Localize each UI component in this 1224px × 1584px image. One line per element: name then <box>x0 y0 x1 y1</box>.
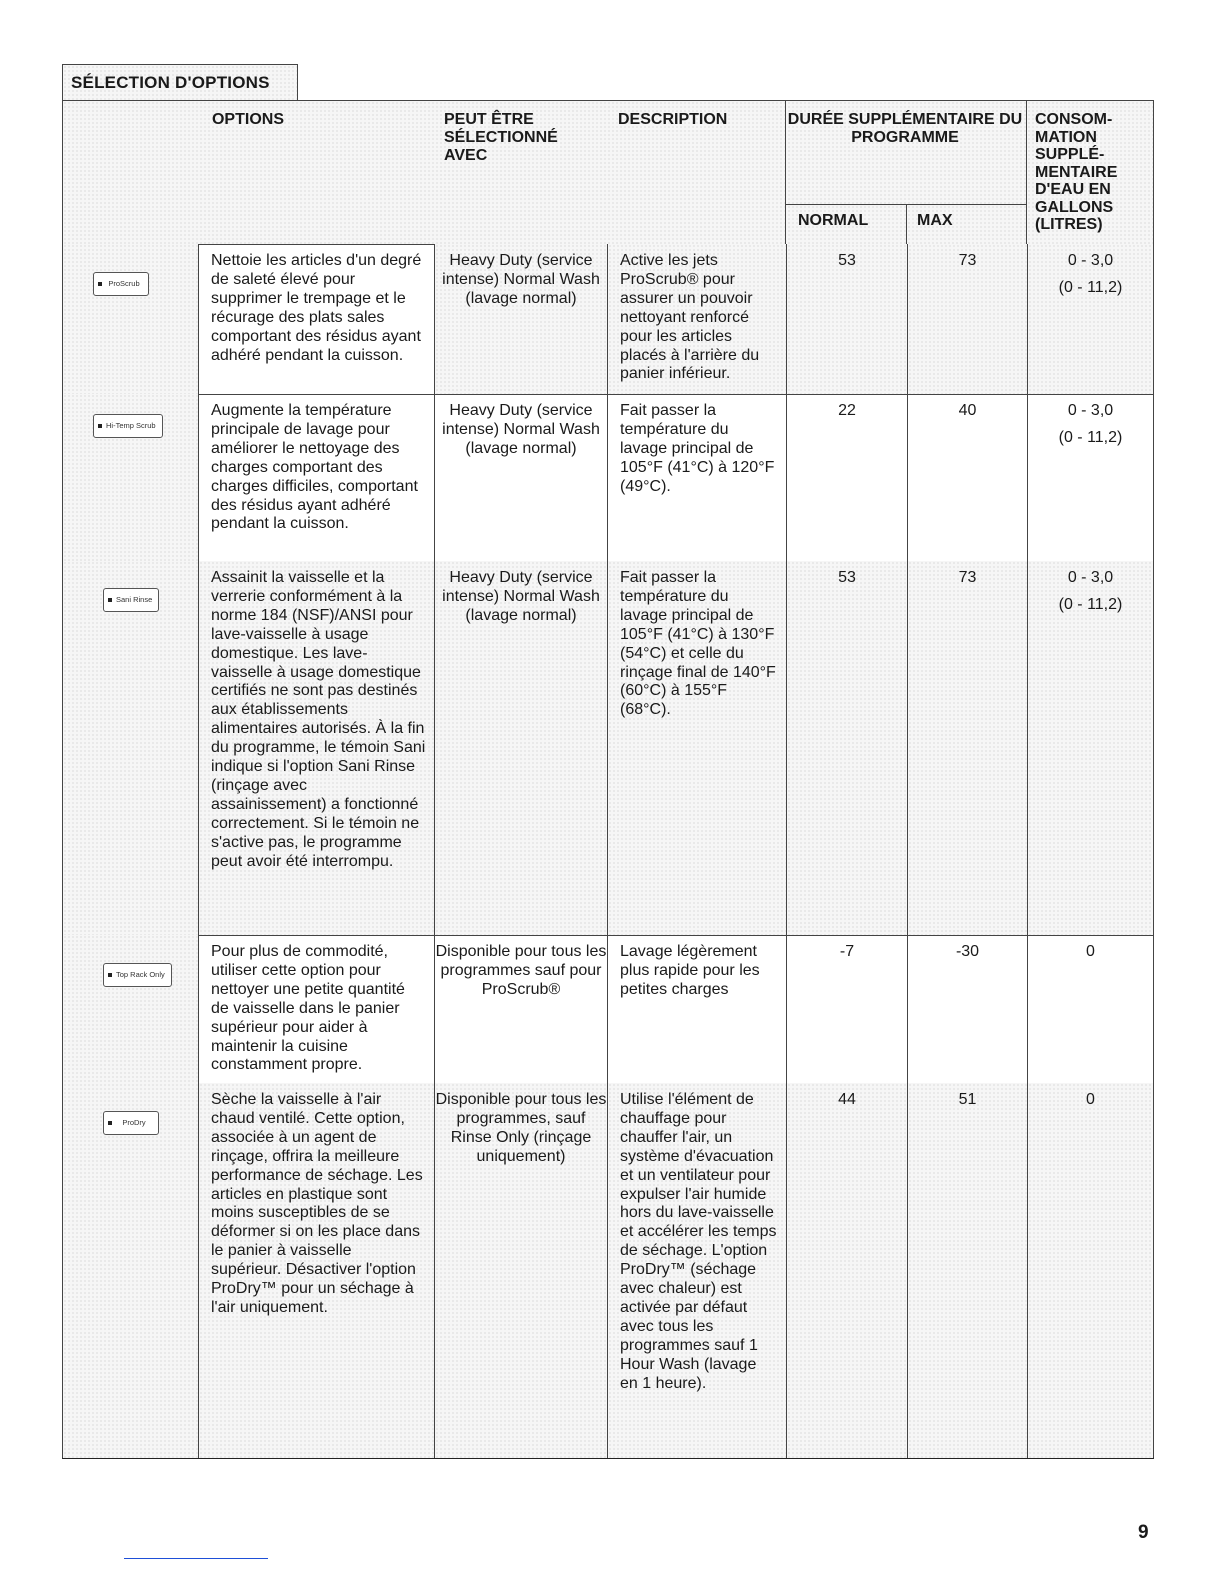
option-normal: -7 <box>786 935 907 1083</box>
cons-gallons: 0 <box>1086 943 1095 960</box>
header-duree: DURÉE SUPPLÉMENTAIRE DU PROGRAMME <box>787 111 1023 146</box>
header-description: DESCRIPTION <box>618 111 728 128</box>
option-avec: Disponible pour tous les programmes, sauf Rinse Only (rinçage uniquement) <box>434 1083 607 1458</box>
cons-litres: (0 - 11,2) <box>1058 278 1123 296</box>
sani-rinse-icon: Sani Rinse <box>103 588 159 612</box>
option-normal: 44 <box>786 1083 907 1458</box>
option-icon-cell <box>63 244 198 394</box>
option-normal: 22 <box>786 394 907 561</box>
page-number: 9 <box>1138 1522 1149 1543</box>
option-consommation <box>1027 935 1153 1083</box>
option-text: Pour plus de commodité, utiliser cette option pour nettoyer une petite quantité de vaisselle dans le panier supérieur pour aider à maintenir la cuisine constamment propre. <box>198 935 434 1083</box>
header-options: OPTIONS <box>211 111 284 128</box>
table-row <box>63 561 1153 936</box>
option-icon-cell <box>63 561 198 935</box>
option-normal: 53 <box>786 561 907 935</box>
option-consommation <box>1027 244 1153 394</box>
cons-gallons: 0 <box>1086 1091 1095 1108</box>
hi-temp-scrub-icon: Hi-Temp Scrub <box>93 414 163 438</box>
option-avec: Heavy Duty (service intense) Normal Wash (lavage normal) <box>434 561 607 935</box>
table-row <box>63 935 1153 1084</box>
option-description: Fait passer la température du lavage principal de 105°F (41°C) à 130°F (54°C) et celle du rinçage final de 140°F (60°C) à 155°F (68°C). <box>607 561 786 935</box>
option-icon-cell <box>63 935 198 1083</box>
table-row <box>63 244 1153 395</box>
header-max: MAX <box>917 212 953 229</box>
prodry-icon: ProDry <box>103 1111 159 1135</box>
option-description: Active les jets ProScrub® pour assurer un pouvoir nettoyant renforcé pour les articles placés à l'arrière du panier inférieur. <box>607 244 786 394</box>
section-title-text: SÉLECTION D'OPTIONS <box>71 72 270 92</box>
cons-gallons: 0 - 3,0 <box>1067 252 1114 269</box>
option-text: Sèche la vaisselle à l'air chaud ventilé. Cette option, associée à un agent de rinçage, offrira la meilleure performance de séchage. Les articles en plastique sont moins susceptibles de se déformer si on les place dans le panier à vaisselle supérieur. Désactiver l'option ProDry™ pour un séchage à l'air uniquement. <box>198 1083 434 1458</box>
proscrub-icon: ProScrub <box>93 272 149 296</box>
table-header <box>63 101 1153 245</box>
header-divider <box>1026 101 1027 244</box>
option-icon-cell <box>63 1083 198 1458</box>
option-avec: Disponible pour tous les programmes sauf pour ProScrub® <box>434 935 607 1083</box>
option-consommation <box>1027 394 1153 561</box>
footer-link-underline <box>124 1558 268 1559</box>
cons-gallons: 0 - 3,0 <box>1067 402 1114 419</box>
top-rack-only-icon: Top Rack Only <box>103 963 172 987</box>
option-text: Augmente la température principale de lavage pour améliorer le nettoyage des charges comportant des charges difficiles, comportant des résidus ayant adhéré pendant la cuisson. <box>198 394 434 561</box>
options-table <box>62 100 1154 1459</box>
option-max: -30 <box>907 935 1027 1083</box>
option-max: 73 <box>907 561 1027 935</box>
option-description: Lavage légèrement plus rapide pour les petites charges <box>607 935 786 1083</box>
cons-gallons: 0 - 3,0 <box>1067 569 1114 586</box>
option-consommation <box>1027 561 1153 935</box>
option-icon-cell <box>63 394 198 561</box>
cons-litres: (0 - 11,2) <box>1058 428 1123 446</box>
header-normal: NORMAL <box>798 212 869 229</box>
table-row <box>63 1083 1153 1458</box>
option-text: Assainit la vaisselle et la verrerie conformément à la norme 184 (NSF)/ANSI pour lave-vaisselle à usage domestique. Les lave-vaisselle à usage domestique certifiés ne sont pas destinés aux établissements alimentaires autorisés. À la fin du programme, le témoin Sani indique si l'option Sani Rinse (rinçage avec assainissement) a fonctionné correctement. Si le témoin ne s'active pas, le programme peut avoir été interrompu. <box>198 561 434 935</box>
option-max: 73 <box>907 244 1027 394</box>
option-max: 51 <box>907 1083 1027 1458</box>
option-consommation <box>1027 1083 1153 1458</box>
header-consommation: CONSOM-MATION SUPPLÉ-MENTAIRE D'EAU EN GALLONS (LITRES) <box>1035 111 1118 233</box>
option-max: 40 <box>907 394 1027 561</box>
section-title <box>62 64 298 100</box>
table-row <box>63 394 1153 562</box>
option-description: Utilise l'élément de chauffage pour chauffer l'air, un système d'évacuation et un ventilateur pour expulser l'air humide hors du lave-vaisselle et accélérer les temps de séchage. L'option ProDry™ (séchage avec chaleur) est activée par défaut avec tous les programmes sauf 1 Hour Wash (lavage en 1 heure). <box>607 1083 786 1458</box>
option-normal: 53 <box>786 244 907 394</box>
option-avec: Heavy Duty (service intense) Normal Wash (lavage normal) <box>434 244 607 394</box>
option-text: Nettoie les articles d'un degré de saleté élevé pour supprimer le trempage et le récurage des plats sales comportant des résidus ayant adhéré pendant la cuisson. <box>198 244 434 394</box>
option-description: Fait passer la température du lavage principal de 105°F (41°C) à 120°F (49°C). <box>607 394 786 561</box>
option-avec: Heavy Duty (service intense) Normal Wash (lavage normal) <box>434 394 607 561</box>
cons-litres: (0 - 11,2) <box>1058 595 1123 613</box>
header-peut-etre: PEUT ÊTRE SÉLECTIONNÉ AVEC <box>444 111 558 164</box>
